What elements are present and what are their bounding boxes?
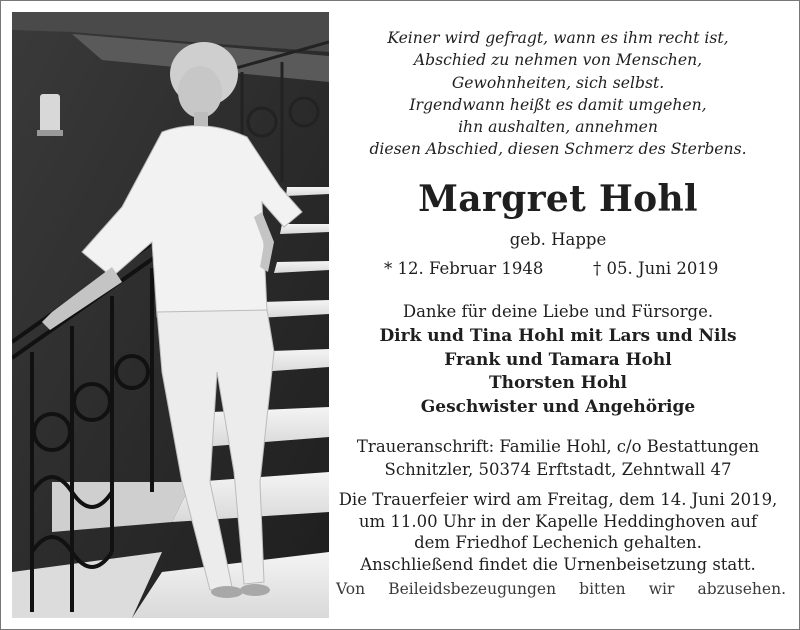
mourner-line: Thorsten Hohl: [488, 373, 628, 393]
mourner-line: Dirk und Tina Hohl mit Lars und Nils: [379, 326, 737, 346]
portrait-illustration: [12, 12, 329, 618]
poem-line: ihn aushalten, annehmen: [458, 118, 658, 137]
poem: [330, 27, 786, 161]
poem-line: Keiner wird gefragt, wann es ihm recht ist,: [387, 29, 729, 47]
address-line: Schnitzler, 50374 Erftstadt, Zehntwall 47: [384, 460, 732, 479]
address-line: Traueranschrift: Familie Hohl, c/o Bestattungen: [356, 437, 760, 456]
mourner-line: Frank und Tamara Hohl: [444, 349, 672, 370]
poem-line: Irgendwann heißt es damit umgehen,: [409, 95, 707, 114]
birth-date: * 12. Februar 1948: [384, 259, 544, 278]
condolence-note: Von Beileidsbezeugungen bitten wir abzusehen.: [336, 580, 786, 598]
poem-line: Gewohnheiten, sich selbst.: [451, 73, 665, 92]
deceased-name: Margret Hohl: [418, 178, 698, 220]
mourner-line: Geschwister und Angehörige: [420, 396, 696, 417]
obituary-text: [330, 12, 786, 618]
thanks-line: Danke für deine Liebe und Fürsorge.: [402, 302, 714, 321]
poem-line: Abschied zu nehmen von Menschen,: [413, 51, 703, 70]
ceremony-info: [330, 489, 786, 575]
portrait-photo: [12, 12, 329, 618]
ceremony-line: um 11.00 Uhr in der Kapelle Heddinghoven auf: [358, 511, 758, 531]
maiden-name: geb. Happe: [509, 230, 607, 249]
death-date: † 05. Juni 2019: [593, 259, 719, 278]
ceremony-line: Die Trauerfeier wird am Freitag, dem 14. Juni 2019,: [338, 490, 778, 509]
mourning-address: [330, 435, 786, 481]
ceremony-line: dem Friedhof Lechenich gehalten.: [414, 533, 702, 552]
ceremony-line: Anschließend findet die Urnenbeisetzung statt.: [360, 554, 756, 574]
mourners-list: [330, 325, 786, 419]
poem-line: diesen Abschied, diesen Schmerz des Sterbens.: [369, 140, 747, 159]
